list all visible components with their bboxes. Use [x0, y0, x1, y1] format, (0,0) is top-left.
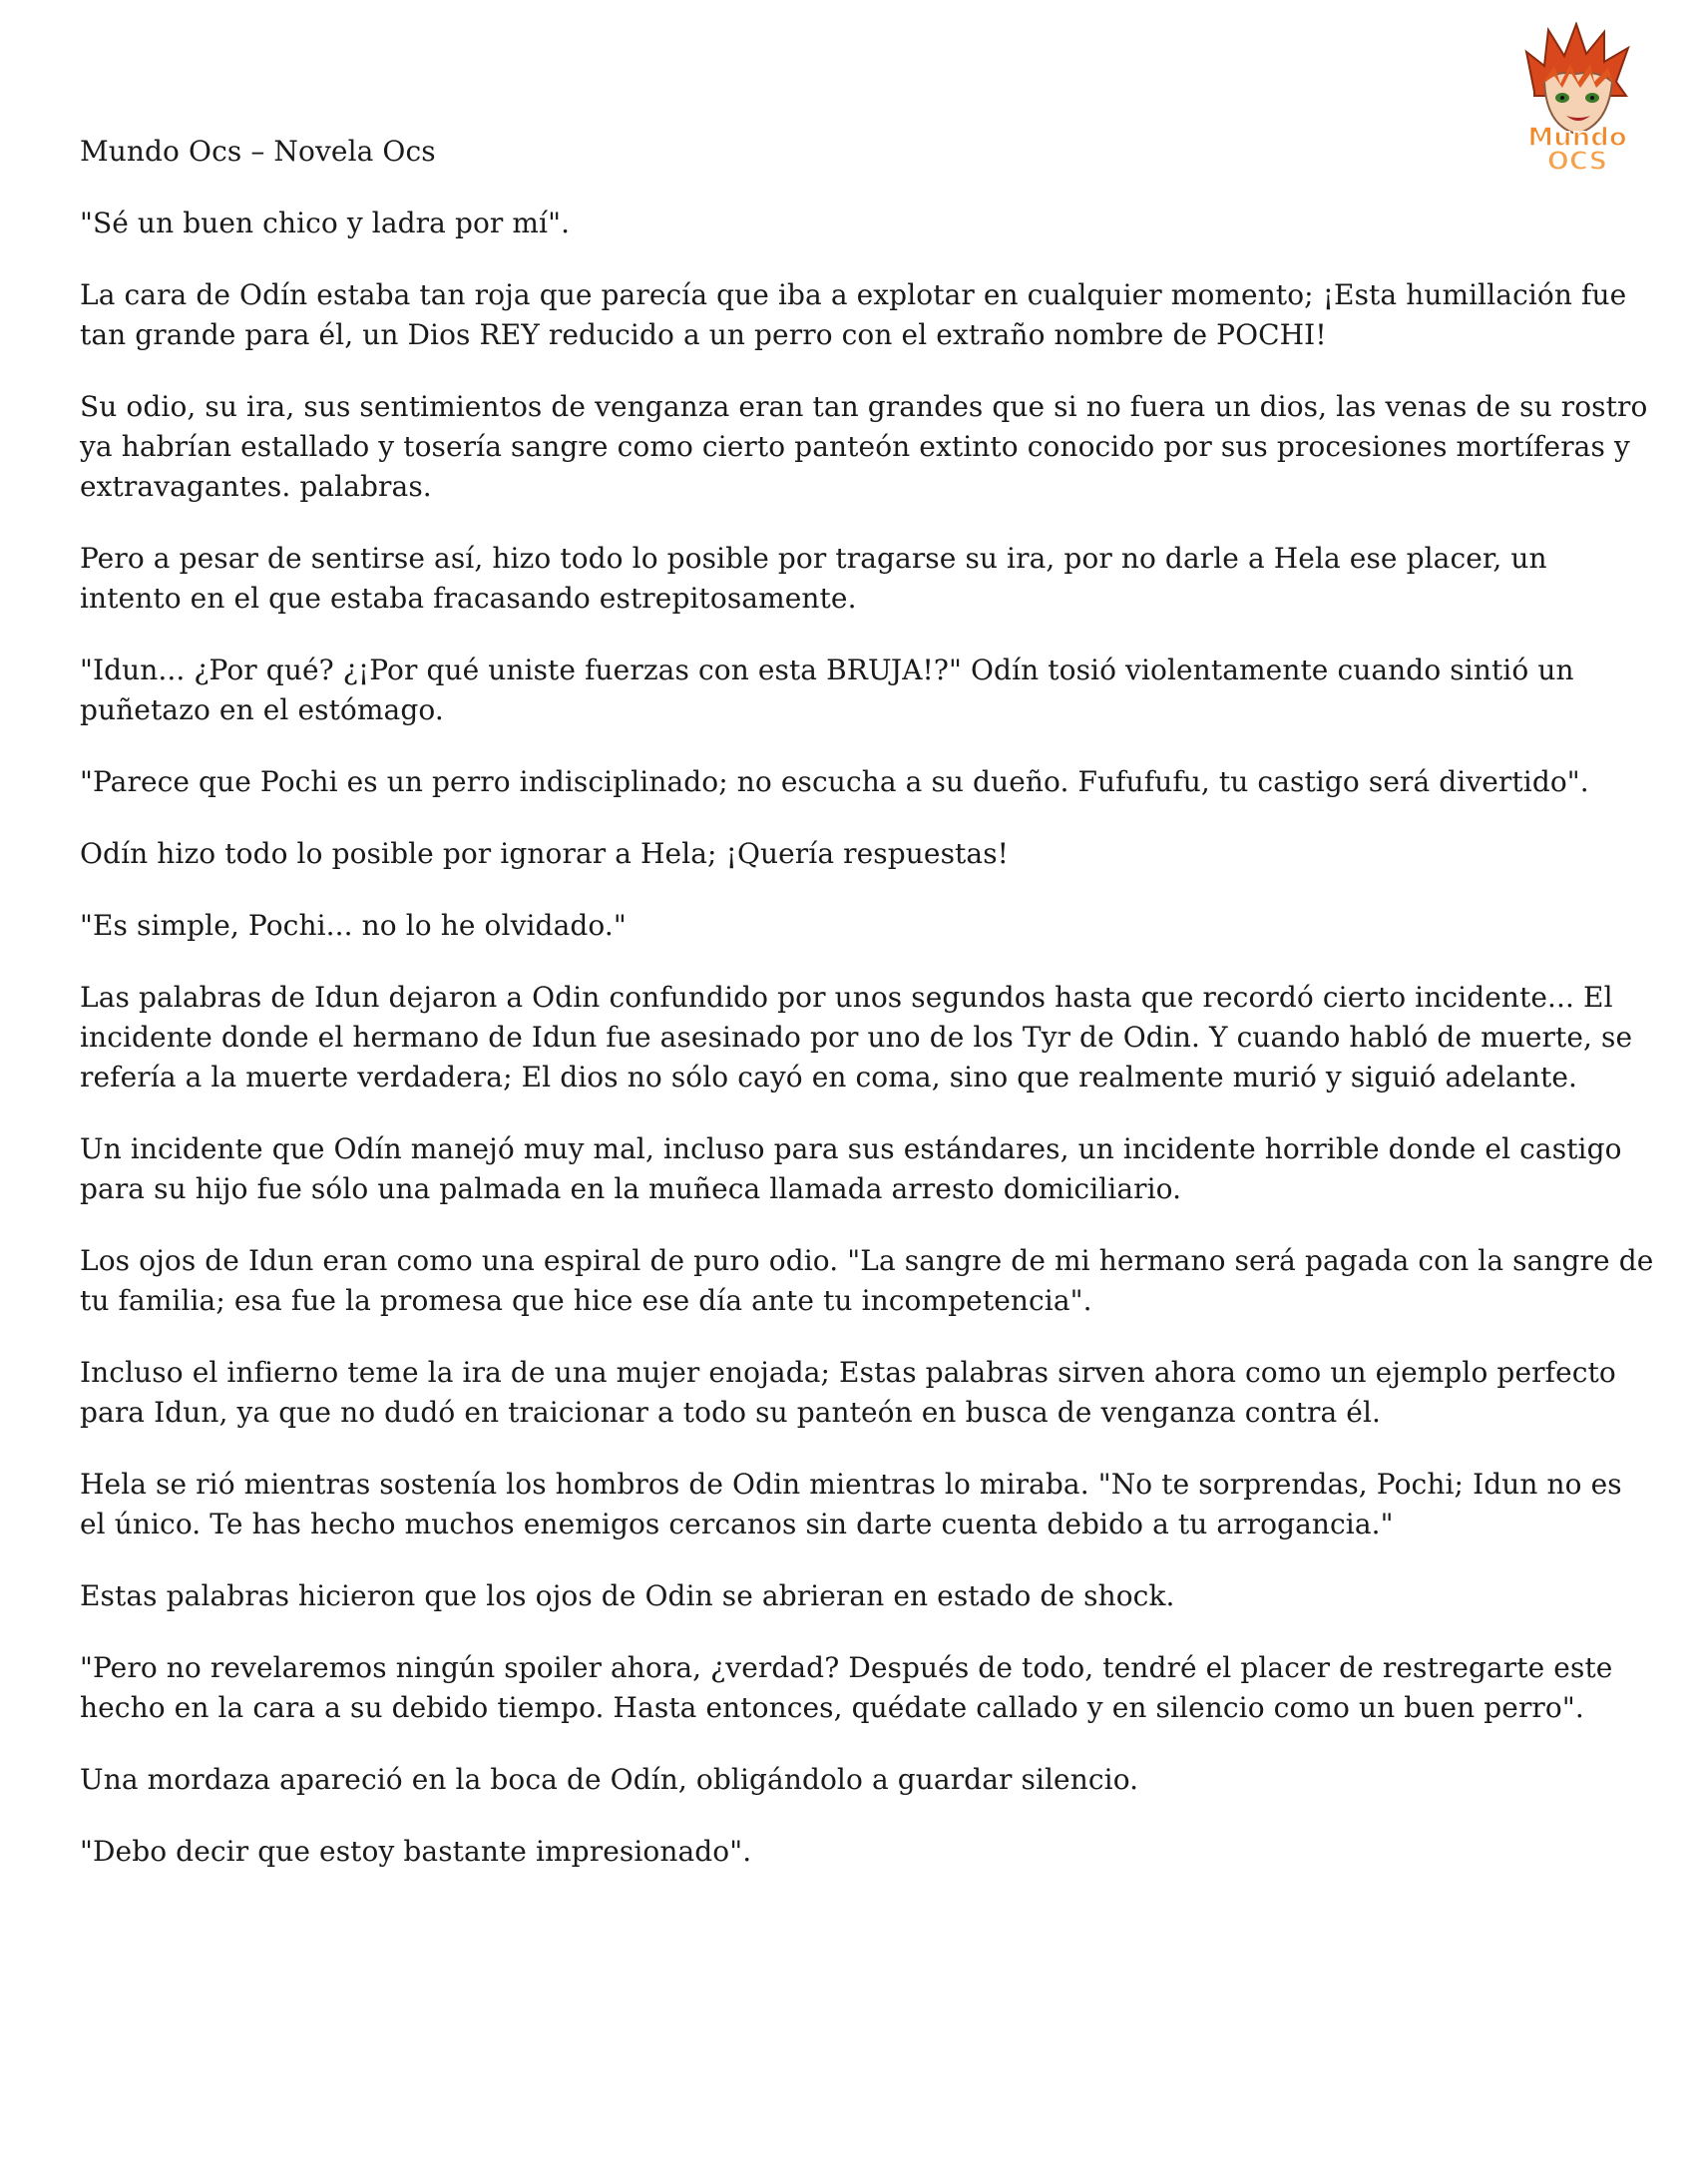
paragraph: Incluso el infierno teme la ira de una mujer enojada; Estas palabras sirven ahora como un ejemplo perfecto para Idun, ya que no dudó en traicionar a todo su panteón en busca de venganza contra él.: [80, 1356, 1616, 1429]
paragraph: "Sé un buen chico y ladra por mí".: [80, 207, 571, 239]
logo-text-line1: Mundo: [1527, 123, 1627, 153]
logo-text-line2: OCS: [1546, 147, 1608, 174]
paragraph: Pero a pesar de sentirse así, hizo todo lo posible por tragarse su ira, por no darle a Hela ese placer, un intento en el que estaba fracasando estrepitosamente.: [80, 542, 1547, 615]
paragraph: "Pero no revelaremos ningún spoiler ahora, ¿verdad? Después de todo, tendré el placer de restregarte este hecho en la cara a su debido tiempo. Hasta entonces, quédate callado y en silencio como un buen perro".: [80, 1651, 1613, 1724]
paragraph: Su odio, su ira, sus sentimientos de venganza eran tan grandes que si no fuera un dios, las venas de su rostro ya habrían estallado y tosería sangre como cierto panteón extinto conocido por sus procesiones mortíferas y extravagantes. palabras.: [80, 390, 1648, 503]
document-header: Mundo Ocs – Novela Ocs: [80, 135, 436, 168]
document-body: [80, 132, 1656, 1904]
paragraph: Las palabras de Idun dejaron a Odin confundido por unos segundos hasta que recordó cierto incidente... El incidente donde el hermano de Idun fue asesinado por uno de los Tyr de Odin. Y cuando habló de muerte, se refería a la muerte verdadera; El dios no sólo cayó en coma, sino que realmente murió y siguió adelante.: [80, 981, 1633, 1093]
paragraph: Un incidente que Odín manejó muy mal, incluso para sus estándares, un incidente horrible donde el castigo para su hijo fue sólo una palmada en la muñeca llamada arresto domiciliario.: [80, 1132, 1622, 1205]
paragraph: Odín hizo todo lo posible por ignorar a Hela; ¡Quería respuestas!: [80, 837, 1010, 870]
paragraph: Una mordaza apareció en la boca de Odín, obligándolo a guardar silencio.: [80, 1763, 1139, 1796]
paragraph: Los ojos de Idun eran como una espiral de puro odio. "La sangre de mi hermano será pagada con la sangre de tu familia; esa fue la promesa que hice ese día ante tu incompetencia".: [80, 1244, 1654, 1317]
paragraph: Hela se rió mientras sostenía los hombros de Odin mientras lo miraba. "No te sorprendas, Pochi; Idun no es el único. Te has hecho muchos enemigos cercanos sin darte cuenta debido a tu arrogancia.": [80, 1468, 1622, 1540]
paragraph: "Debo decir que estoy bastante impresionado".: [80, 1835, 752, 1868]
paragraph: Estas palabras hicieron que los ojos de Odin se abrieran en estado de shock.: [80, 1579, 1175, 1612]
paragraph: La cara de Odín estaba tan roja que parecía que iba a explotar en cualquier momento; ¡Esta humillación fue tan grande para él, un Dios REY reducido a un perro con el extraño nombre de POCHI!: [80, 278, 1627, 351]
paragraph: "Idun... ¿Por qué? ¿¡Por qué uniste fuerzas con esta BRUJA!?" Odín tosió violentamente cuando sintió un puñetazo en el estómago.: [80, 654, 1574, 726]
paragraph: "Parece que Pochi es un perro indisciplinado; no escucha a su dueño. Fufufufu, tu castigo será divertido".: [80, 765, 1589, 798]
paragraph: "Es simple, Pochi... no lo he olvidado.": [80, 909, 627, 942]
